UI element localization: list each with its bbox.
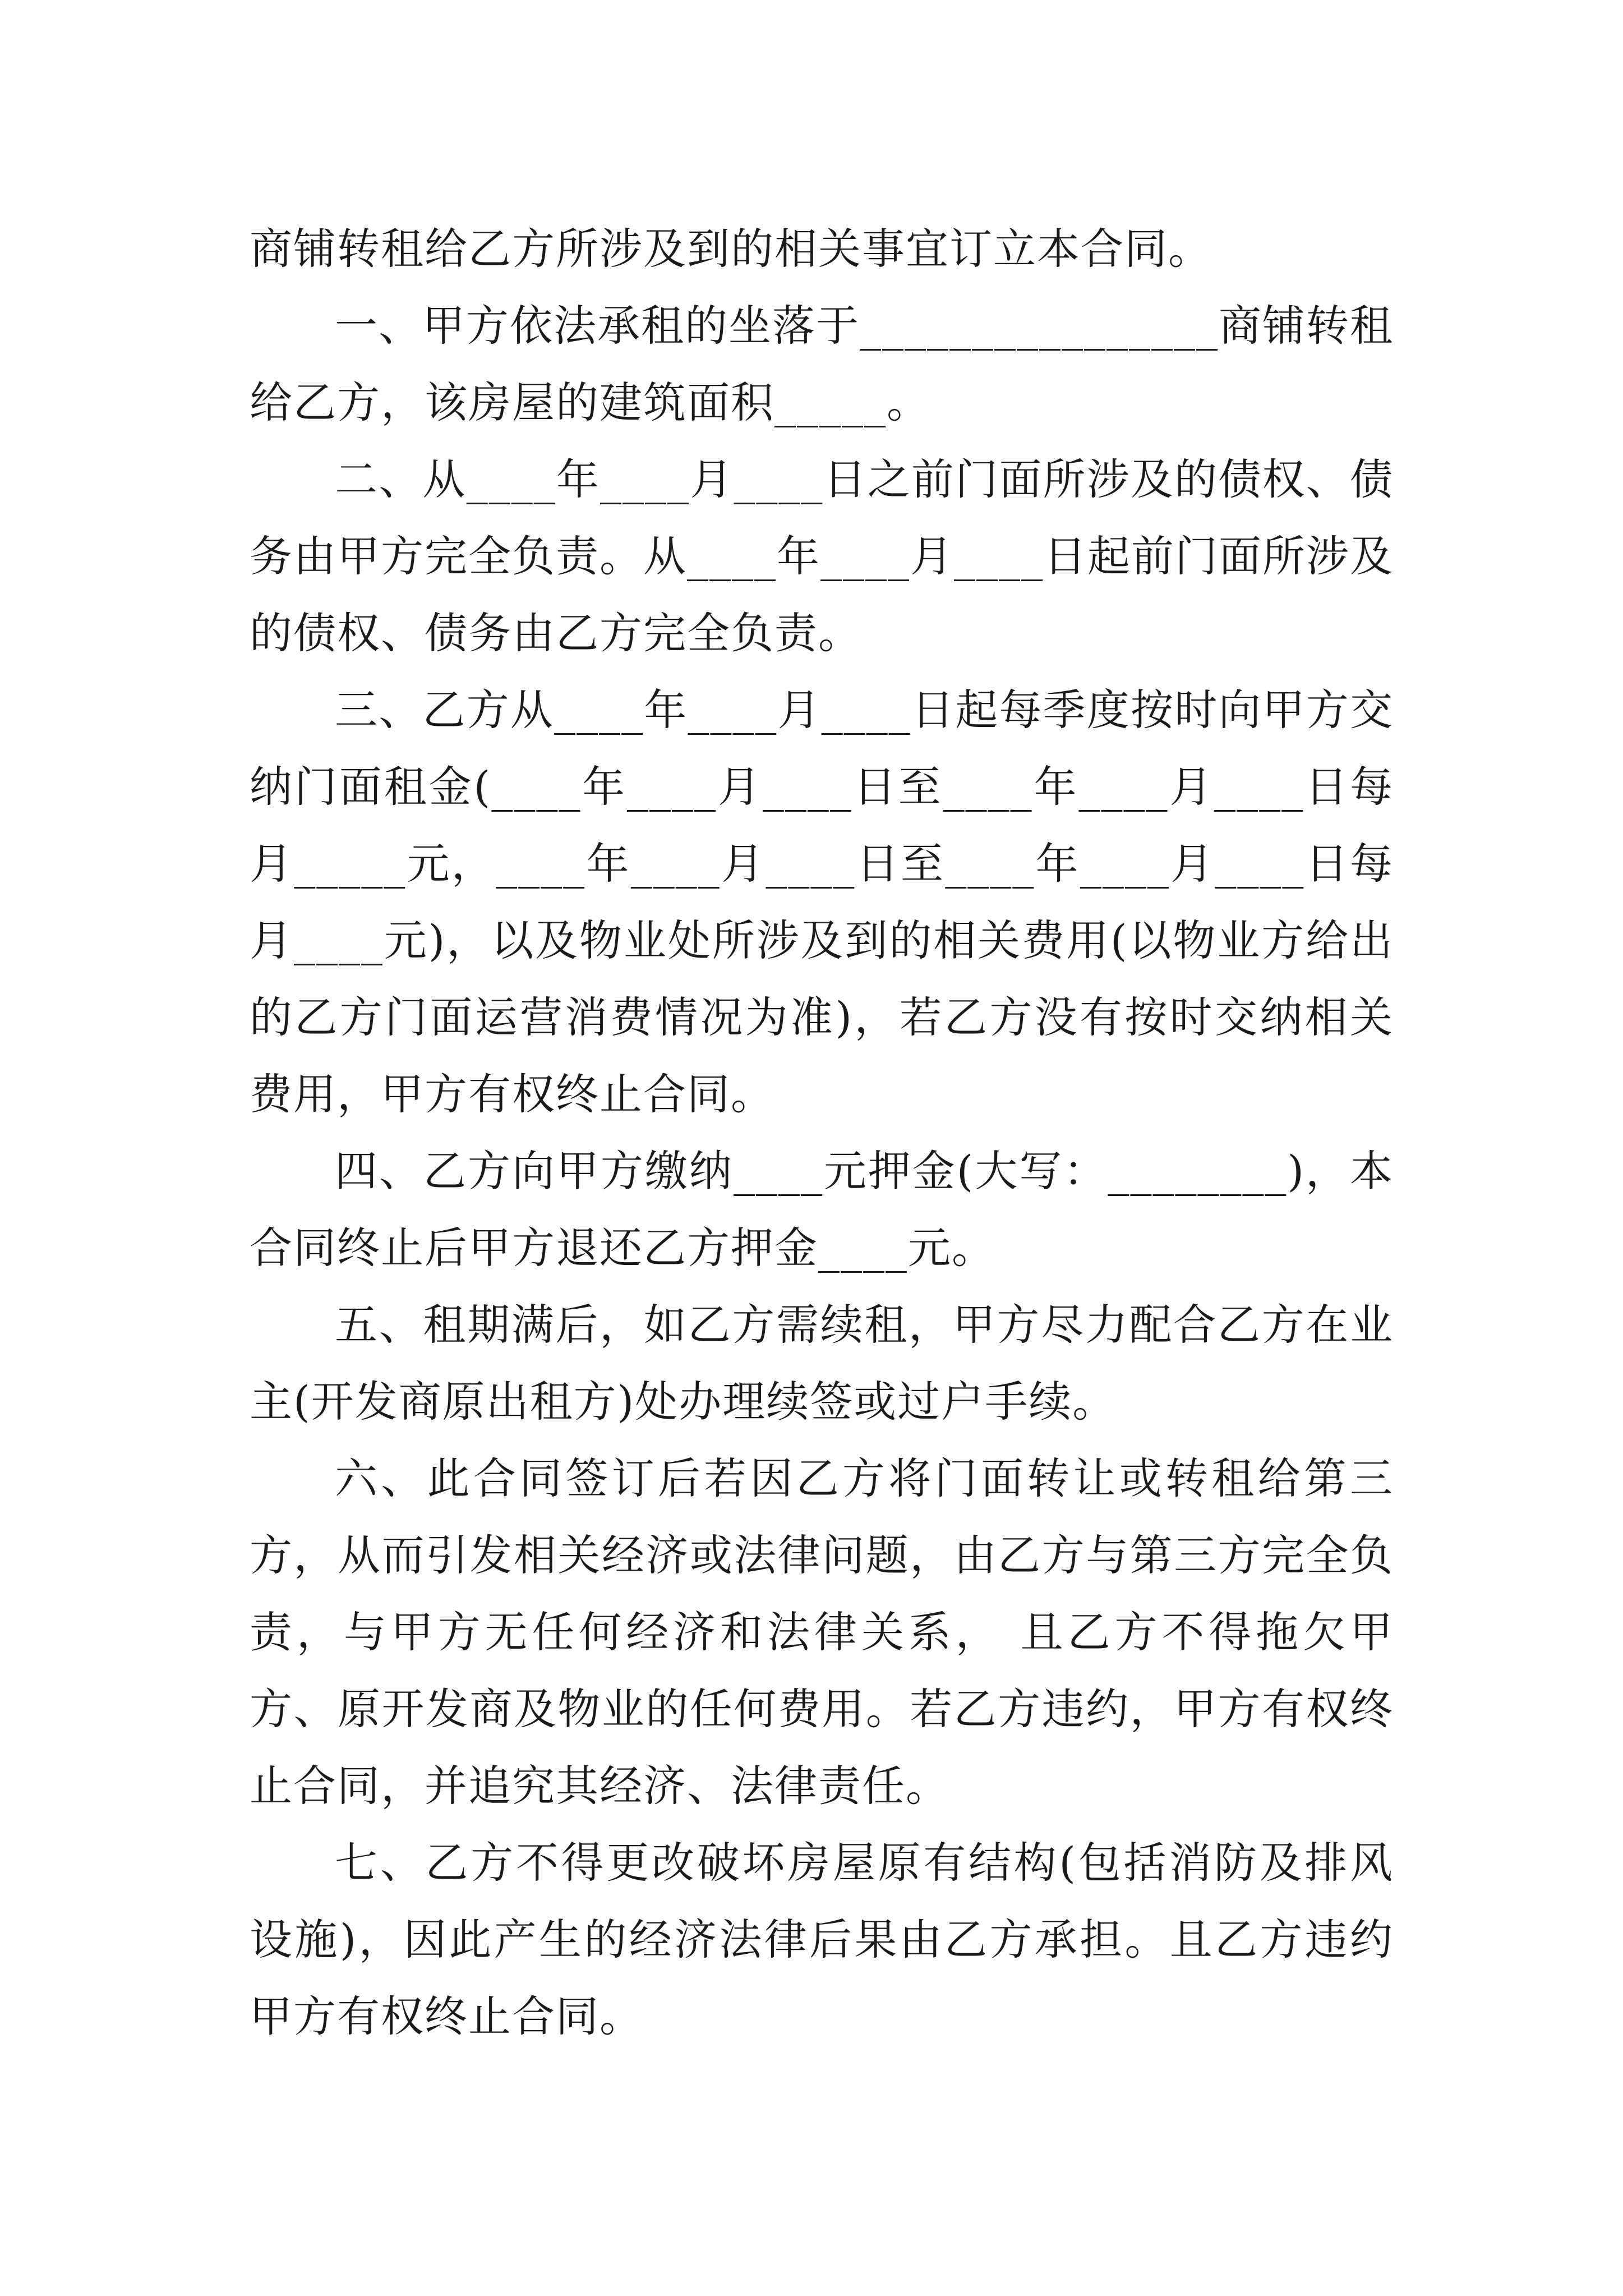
clause-2: 二、从____年____月____日之前门面所涉及的债权、债务由甲方完全负责。从____年____月____日起前门面所涉及的债权、债务由乙方完全负责。 bbox=[250, 454, 1394, 658]
contract-body bbox=[250, 210, 1394, 2055]
clause-5: 五、租期满后，如乙方需续租，甲方尽力配合乙方在业主(开发商原出租方)处办理续签或过户手续。 bbox=[250, 1300, 1394, 1427]
clause-4: 四、乙方向甲方缴纳____元押金(大写：________)，本合同终止后甲方退还乙方押金____元。 bbox=[250, 1146, 1394, 1273]
clause-1: 一、甲方依法承租的坐落于________________商铺转租给乙方，该房屋的建筑面积_____。 bbox=[250, 301, 1394, 427]
clause-7: 七、乙方不得更改破坏房屋原有结构(包括消防及排风设施)，因此产生的经济法律后果由乙方承担。且乙方违约甲方有权终止合同。 bbox=[250, 1838, 1394, 2041]
paragraph-intro: 商铺转租给乙方所涉及到的相关事宜订立本合同。 bbox=[250, 224, 1212, 274]
clause-6: 六、此合同签订后若因乙方将门面转让或转租给第三方，从而引发相关经济或法律问题，由乙方与第三方完全负责，与甲方无任何经济和法律关系， 且乙方不得拖欠甲方、原开发商及物业的任何费用。若乙方违约，甲方有权终止合同，并追究其经济、法律责任。 bbox=[250, 1453, 1394, 1811]
clause-3: 三、乙方从____年____月____日起每季度按时向甲方交纳门面租金(____年____月____日至____年____月____日每月_____元，____年____月____日至____年____月____日每月____元)，以及物业处所涉及到的相关费用(以物业方给出的乙方门面运营消费情况为准)，若乙方没有按时交纳相关费用，甲方有权终止合同。 bbox=[250, 685, 1394, 1119]
